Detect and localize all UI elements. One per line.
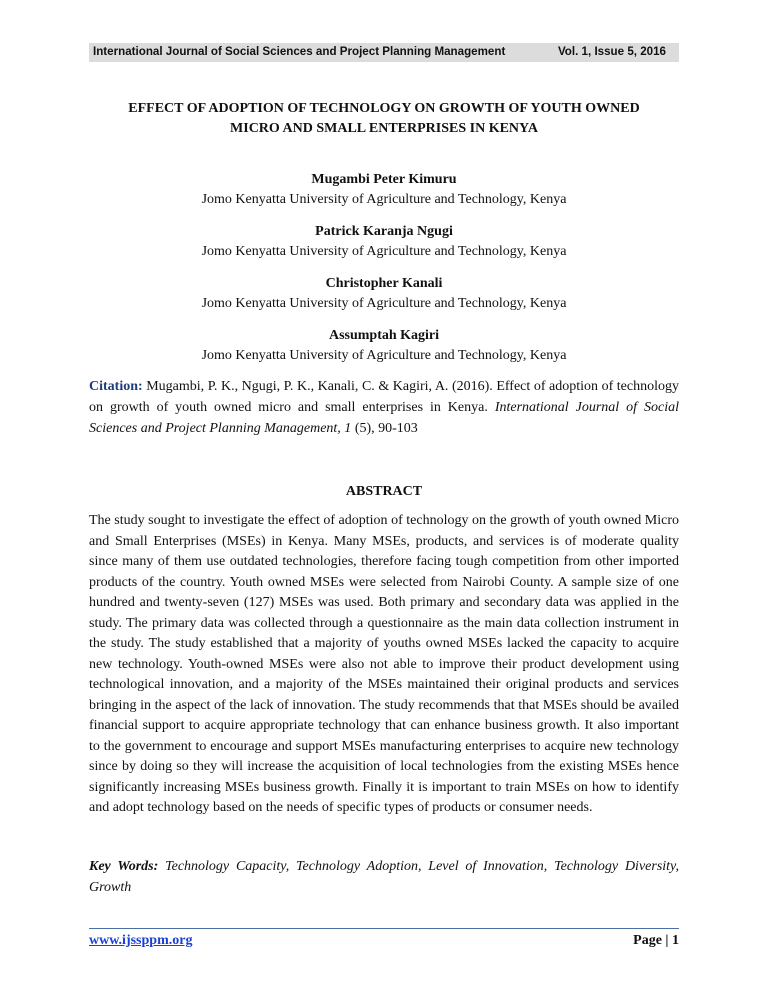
- author-block: [89, 222, 679, 274]
- running-header: [89, 43, 679, 62]
- citation-label: Citation:: [89, 379, 143, 394]
- author-block: [89, 326, 679, 378]
- author-name: Patrick Karanja Ngugi: [315, 224, 453, 239]
- website-link[interactable]: www.ijssppm.org: [89, 933, 193, 948]
- citation-journal: International Journal of Social Sciences and Project Planning Management, 1: [89, 400, 679, 436]
- author-affiliation: Jomo Kenyatta University of Agriculture and Technology, Kenya: [201, 348, 567, 363]
- author-list: [89, 170, 679, 378]
- author-block: [89, 274, 679, 326]
- paper-title: [89, 99, 679, 139]
- title-line-1: EFFECT OF ADOPTION OF TECHNOLOGY ON GROWTH OF YOUTH OWNED: [128, 101, 640, 116]
- abstract-heading: ABSTRACT: [345, 484, 423, 499]
- abstract-body: The study sought to investigate the effect of adoption of technology on the growth of youth owned Micro and Small Enterprises (MSEs) in Kenya. Many MSEs, products, and services is of moderate quality since many of them use outdated technologies, therefore facing tough competition from other imported products of the country. Youth owned MSEs were selected from Nairobi County. A sample size of one hundred and twenty-seven (127) MSEs was used. Both primary and secondary data was applied in the study. The primary data was collected through a questionnaire as the main data collection instrument in the study. The study established that a majority of youths owned MSEs lacked the capacity to acquire new technology. Youth-owned MSEs were also not able to improve their product development using technological innovation, and a majority of the MSEs maintained their original products and services bringing in the aspect of the lack of innovation. The study recommends that that MSEs should be availed financial support to acquire appropriate technology that can enhance business growth. It also important to the government to encourage and support MSEs manufacturing enterprises to acquire new technology since by doing so they will increase the acquisition of local technologies from the existing MSEs hence significantly increasing MSEs business growth. Finally it is important to train MSEs on how to identify and adopt technology based on the needs of specific types of products or consumer needs.: [89, 513, 679, 815]
- keywords-paragraph: [89, 856, 679, 898]
- author-affiliation: Jomo Kenyatta University of Agriculture and Technology, Kenya: [201, 244, 567, 259]
- issue-info: Vol. 1, Issue 5, 2016: [557, 45, 666, 58]
- author-name: Mugambi Peter Kimuru: [311, 172, 457, 187]
- author-affiliation: Jomo Kenyatta University of Agriculture and Technology, Kenya: [201, 296, 567, 311]
- author-block: [89, 170, 679, 222]
- keywords-text: Technology Capacity, Technology Adoption, Level of Innovation, Technology Diversity, Growth: [89, 859, 679, 895]
- footer-divider: [89, 928, 679, 929]
- author-name: Christopher Kanali: [325, 276, 443, 291]
- journal-name: International Journal of Social Sciences and Project Planning Management: [93, 45, 506, 58]
- citation-text: Mugambi, P. K., Ngugi, P. K., Kanali, C. & Kagiri, A. (2016). Effect of adoption of technology on growth of youth owned micro and small enterprises in Kenya.: [89, 379, 679, 415]
- author-affiliation: Jomo Kenyatta University of Agriculture and Technology, Kenya: [201, 192, 567, 207]
- keywords-label: Key Words:: [89, 859, 159, 874]
- page-number: Page | 1: [633, 933, 679, 948]
- title-line-2: MICRO AND SMALL ENTERPRISES IN KENYA: [230, 121, 538, 136]
- citation-paragraph: [89, 376, 679, 439]
- citation-volume: (5), 90-103: [351, 421, 418, 436]
- author-name: Assumptah Kagiri: [328, 328, 440, 343]
